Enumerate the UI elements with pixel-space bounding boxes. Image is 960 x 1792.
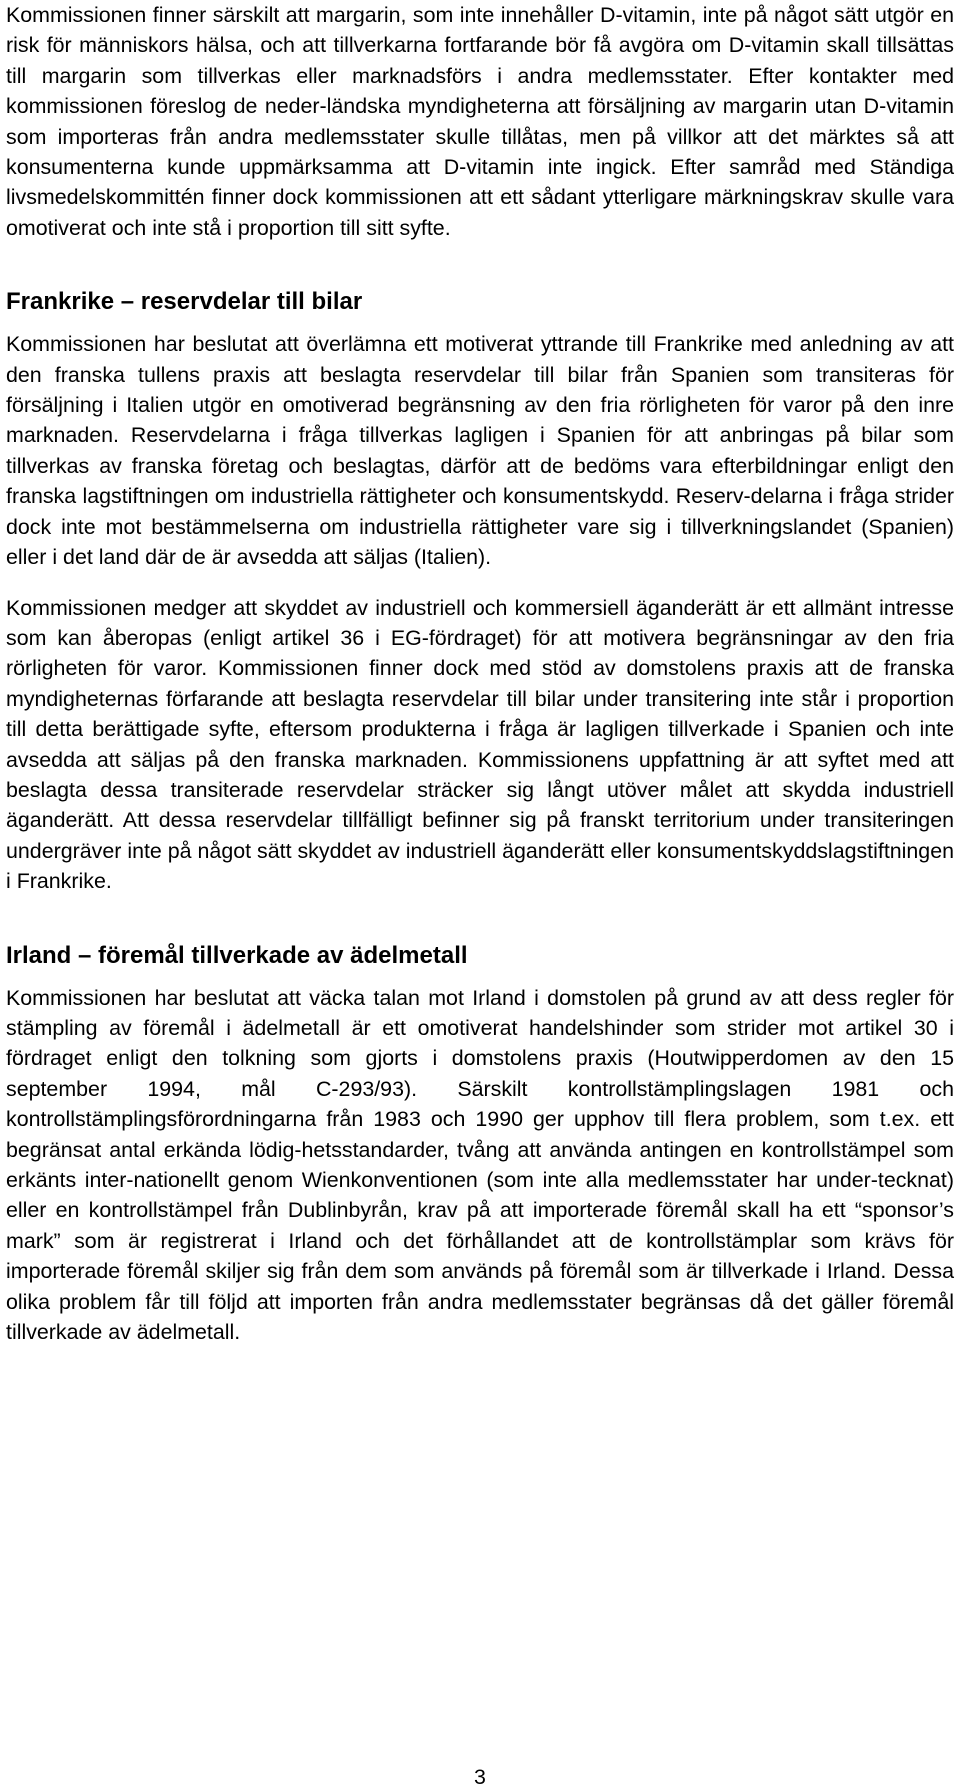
section-heading-frankrike: Frankrike – reservdelar till bilar (6, 288, 363, 316)
frankrike-paragraph-2: Kommissionen medger att skyddet av industriell och kommersiell äganderätt är ett allmänt intresse som kan åberopas (enligt artikel 36 i EG-fördraget) för att motivera begränsningar av den fria rörligheten för varor. Kommissionen finner dock med stöd av domstolens praxis att de franska myndigheternas förfarande att beslagta reservdelar till bilar under transitering inte står i proportion till detta berättigade syfte, eftersom produkterna i fråga är lagligen tillverkade i Spanien och inte avsedda att säljas på den franska marknaden. Kommissionens uppfattning är att syftet med att beslagta dessa transiterade reservdelar sträcker sig långt utöver målet att skydda industriell äganderätt. Att dessa reservdelar tillfälligt befinner sig på franskt territorium under transiteringen undergräver inte på något sätt skyddet av industriell äganderätt eller konsumentskyddslagstiftningen i Frankrike. (6, 595, 954, 894)
irland-paragraph-1: Kommissionen har beslutat att väcka talan mot Irland i domstolen på grund av att dess regler för stämpling av föremål i ädelmetall är ett omotiverat handelshinder som strider mot artikel 30 i fördraget enligt den tolkning som gjorts i domstolens praxis (Houtwipperdomen av den 15 september 1994, mål C-293/93). Särskilt kontrollstämplingslagen 1981 och kontrollstämplingsförordningarna från 1983 och 1990 ger upphov till flera problem, som t.ex. ett begränsat antal erkända lödig-hetsstandarder, tvång att använda antingen en kontrollstämpel som erkänts inter-nationellt genom Wienkonventionen (som inte alla medlemsstater har under-tecknat) eller en kontrollstämpel från Dublinbyrån, krav på att importerade föremål skall ha ett “sponsor’s mark” som är registrerat i Irland och det förhållandet att de kontrollstämplar som krävs för importerade föremål skiljer sig från dem som används på föremål som är tillverkade i Irland. Dessa olika problem får till följd att importen från andra medlemsstater begränsas då det gäller föremål tillverkade av ädelmetall. (6, 985, 954, 1345)
section-heading-irland: Irland – föremål tillverkade av ädelmetall (6, 941, 468, 969)
document-page (6, 0, 954, 1347)
page-number: 3 (474, 1765, 486, 1789)
intro-paragraph: Kommissionen finner särskilt att margarin, som inte innehåller D-vitamin, inte på något sätt utgör en risk för människors hälsa, och att tillverkarna fortfarande bör få avgöra om D-vitamin skall tillsättas till margarin som tillverkas eller marknadsförs i andra medlemsstater. Efter kontakter med kommissionen föreslog de neder-ländska myndigheterna att försäljning av margarin utan D-vitamin som importeras från andra medlemsstater skulle tillåtas, men på villkor att det märktes så att konsumenterna kunde uppmärksamma att D-vitamin inte ingick. Efter samråd med Ständiga livsmedelskommittén finner dock kommissionen att ett sådant ytterligare märkningskrav skulle vara omotiverat och inte stå i proportion till sitt syfte. (6, 3, 954, 240)
frankrike-paragraph-1: Kommissionen har beslutat att överlämna ett motiverat yttrande till Frankrike med anledning av att den franska tullens praxis att beslagta reservdelar till bilar från Spanien som transiteras för försäljning i Italien utgör en omotiverad begränsning av den fria rörligheten för varor på den inre marknaden. Reservdelarna i fråga tillverkas lagligen i Spanien för att anbringas på bilar som tillverkas av franska företag och beslagtas, därför att de bedöms vara efterbildningar enligt den franska lagstiftningen om industriella rättigheter och konsumentskydd. Reserv-delarna i fråga strider dock inte mot bestämmelserna om industriella rättigheter vare sig i tillverkningslandet (Spanien) eller i det land där de är avsedda att säljas (Italien). (6, 332, 954, 570)
